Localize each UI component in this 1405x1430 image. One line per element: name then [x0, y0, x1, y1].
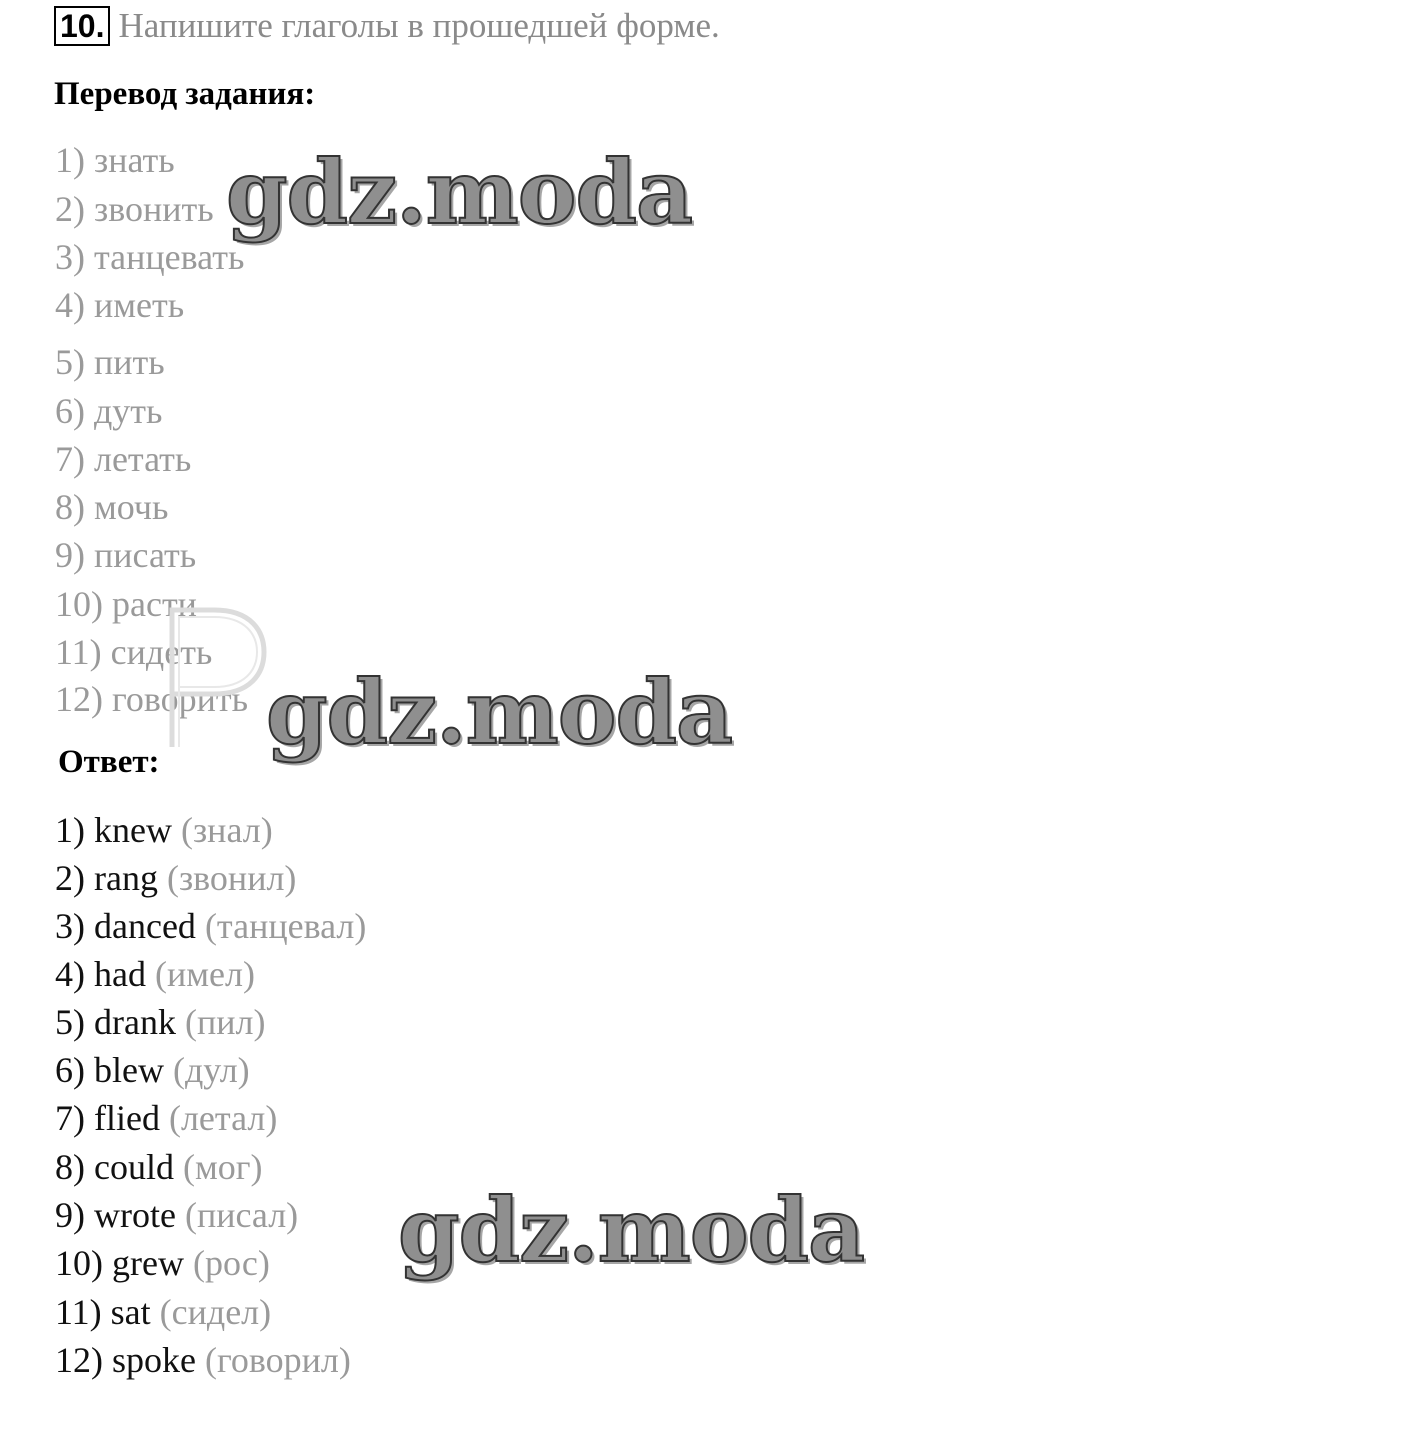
site-watermark: gdz.moda [398, 1178, 865, 1282]
answer-en: 2) rang [55, 858, 158, 898]
list-item [55, 954, 255, 994]
answer-ru: (говорил) [204, 1340, 351, 1380]
list-item [55, 906, 366, 946]
answer-ru: (звонил) [166, 858, 297, 898]
answer-ru: (знал) [180, 810, 273, 850]
list-item: 5) пить [55, 342, 165, 382]
answer-ru: (имел) [154, 954, 255, 994]
answer-en: 8) could [55, 1147, 174, 1187]
list-item [55, 1002, 265, 1042]
answer-en: 4) had [55, 954, 146, 994]
p-logo-watermark [152, 602, 272, 752]
list-item: 1) знать [55, 140, 175, 180]
list-item [55, 810, 273, 850]
list-item: 4) иметь [55, 285, 185, 325]
list-item: 2) звонить [55, 189, 214, 229]
answer-ru: (сидел) [159, 1292, 272, 1332]
list-item: 12) говорить [55, 679, 249, 719]
list-item [55, 1195, 298, 1235]
list-item: 3) танцевать [55, 237, 245, 277]
answer-en: 6) blew [55, 1050, 164, 1090]
site-watermark: gdz.moda [266, 660, 733, 764]
list-item [55, 1292, 271, 1332]
list-item: 10) расти [55, 584, 197, 624]
answer-ru: (дул) [172, 1050, 250, 1090]
list-item: 6) дуть [55, 391, 163, 431]
task-header [54, 4, 720, 48]
answer-ru: (танцевал) [204, 906, 367, 946]
answer-ru: (писал) [184, 1195, 299, 1235]
answer-ru: (рос) [192, 1243, 270, 1283]
answer-en: 5) drank [55, 1002, 176, 1042]
answer-ru: (летал) [168, 1098, 278, 1138]
answer-en: 1) knew [55, 810, 172, 850]
list-item [55, 1243, 270, 1283]
translation-heading: Перевод задания: [54, 76, 316, 112]
answer-ru: (пил) [184, 1002, 266, 1042]
list-item: 8) мочь [55, 487, 169, 527]
task-number: 10. [54, 6, 110, 46]
list-item: 7) летать [55, 439, 192, 479]
answer-heading: Ответ: [58, 744, 160, 780]
list-item [55, 1050, 250, 1090]
list-item: 11) сидеть [55, 632, 213, 672]
list-item [55, 1340, 351, 1380]
task-instruction: Напишите глаголы в прошедшей форме. [118, 6, 720, 45]
list-item [55, 858, 296, 898]
list-item [55, 1098, 277, 1138]
answer-en: 3) danced [55, 906, 196, 946]
answer-en: 10) grew [55, 1243, 184, 1283]
list-item [55, 1147, 263, 1187]
answer-ru: (мог) [182, 1147, 263, 1187]
answer-en: 12) spoke [55, 1340, 196, 1380]
site-watermark: gdz.moda [226, 140, 693, 244]
list-item: 9) писать [55, 535, 197, 575]
answer-en: 7) flied [55, 1098, 160, 1138]
answer-en: 9) wrote [55, 1195, 176, 1235]
answer-en: 11) sat [55, 1292, 151, 1332]
